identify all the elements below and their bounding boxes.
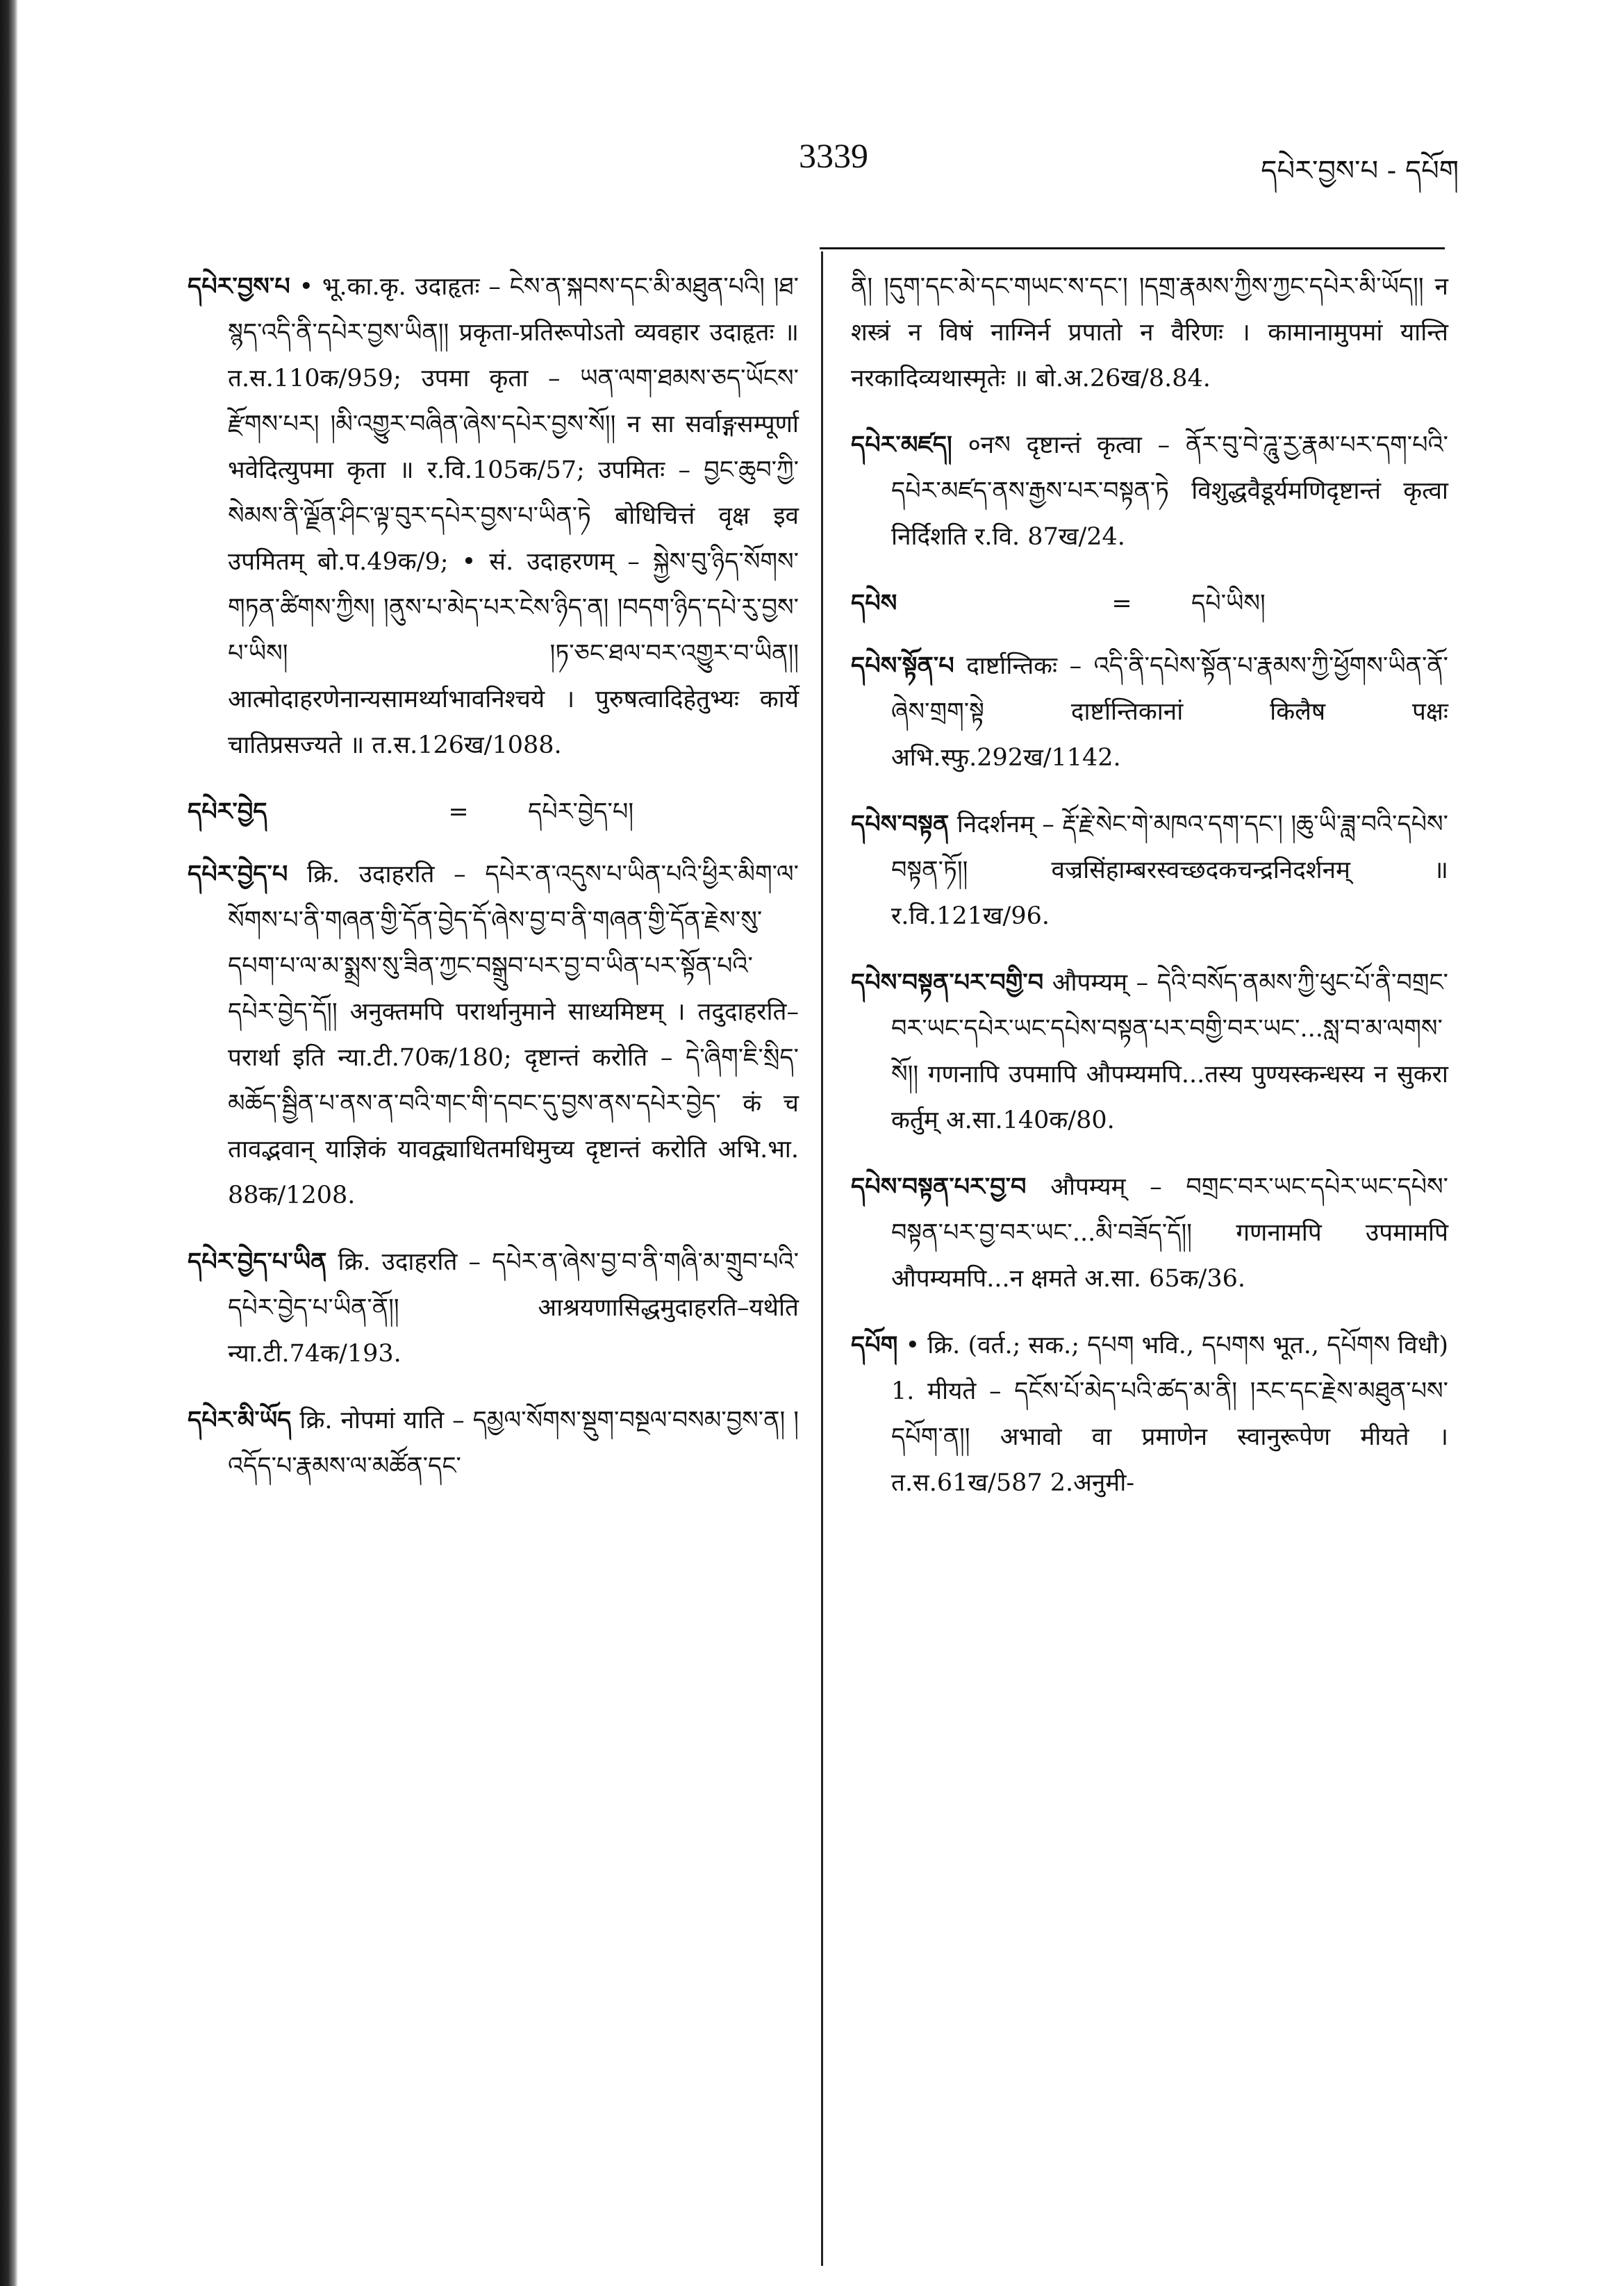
running-head: དཔེར་བྱས་པ - དཔོག	[1261, 155, 1459, 187]
cross-ref-target: དཔེ་ཡིས།	[1191, 590, 1266, 618]
entry-headword: དཔེས་བསྟན་པར་བགྱི་བ	[851, 968, 1044, 997]
dictionary-entry	[188, 264, 799, 768]
column-divider	[821, 251, 823, 2266]
dictionary-entry	[851, 1323, 1448, 1506]
entry-body: • क्रि. (वर्त.; सक.; དཔག भवि., དཔགས भूत., དཔོགས विधौ) 1. मीयते – དངོས་པོ་མེད་པའི་ཚད་མ་ནི། །རང་དང་རྗེས་མཐུན་པས་དཔོག་ན།། अभावो वा प्रमाणेन स्वानुरूपेण मीयते । त.स.61ख/587 2.अनुमी-	[891, 1332, 1448, 1497]
dictionary-entry	[851, 802, 1448, 939]
entry-headword: དཔེར་བྱེད་པ་ཡིན	[188, 1248, 327, 1276]
cross-ref-headword: དཔེས	[851, 589, 897, 618]
equals-sign: =	[448, 798, 469, 826]
dictionary-entry	[188, 1239, 799, 1377]
entry-body: औपम्यम् – བགྲང་བར་ཡང་དཔེར་ཡང་དཔེས་བསྟན་པར་བྱ་བར་ཡང་...མི་བཟོད་དོ།། गणनामपि उपमामपि औपम्यमपि...न क्षमते अ.सा. 65क/36.	[891, 1173, 1448, 1293]
left-column	[188, 264, 799, 1502]
entry-body: क्रि. उदाहरति – དཔེར་ན་འདུས་པ་ཡིན་པའི་ཕྱིར་མིག་ལ་སོགས་པ་ནི་གཞན་གྱི་དོན་བྱེད་དོ་ཞེས་བྱ་བ་ནི་གཞན་གྱི་དོན་རྗེས་སུ་དཔག་པ་ལ་མ་སྨྲས་སུ་ཟིན་ཀྱང་བསྒྲུབ་པར་བྱ་བ་ཡིན་པར་སྟོན་པའི་དཔེར་བྱེད་དོ།། अनुक्तमपि परार्थानुमाने साध्यमिष्टम् । तदुदाहरति–परार्था इति न्या.टी.70क/180; दृष्टान्तं करोति – དེ་ཞིག་ཇི་སྲིད་མཆོད་སྦྱིན་པ་ནས་ན་བའི་གང་གི་དབང་དུ་བྱས་ནས་དཔེར་བྱེད་ कं च तावद्भवान् याज्ञिकं यावद्व्याधितमधिमुच्य दृष्टान्तं करोति अभि.भा. 88क/1208.	[228, 861, 799, 1209]
page-number: 3339	[799, 136, 868, 175]
entry-headword: དཔེར་བྱེད་པ	[188, 860, 288, 888]
cross-reference	[188, 789, 799, 835]
entry-body: दार्ष्टान्तिकः – འདི་ནི་དཔེས་སྟོན་པ་རྣམས་ཀྱི་ཕྱོགས་ཡིན་ནོ་ཞེས་གྲག་སྟེ दार्ष्टान्तिकानां किलैष पक्षः अभि.स्फु.292ख/1142.	[891, 652, 1448, 772]
entry-headword: དཔེས་བསྟན	[851, 810, 950, 838]
entry-body: निदर्शनम् – རྡོ་རྗེ་སེང་གེ་མཁའ་དག་དང་། །ཆུ་ཡི་ཟླ་བའི་དཔེས་བསྟན་ཏོ།། वज्रसिंहाम्बरस्वच्छदकचन्द्रनिदर्शनम् ॥ र.वि.121ख/96.	[891, 811, 1448, 930]
cross-ref-headword: དཔེར་བྱེད	[188, 797, 267, 826]
dictionary-entry	[851, 1164, 1448, 1302]
header-rule	[820, 247, 1445, 249]
entry-body: क्रि. नोपमां याति – དམྱལ་སོགས་སྡུག་བསྔལ་བསམ་བྱས་ན། །འདོད་པ་རྣམས་ལ་མཚོན་དང་	[228, 1407, 799, 1480]
entry-headword: དཔེར་བྱས་པ	[188, 272, 290, 301]
entry-continuation: ནི། །དུག་དང་མེ་དང་གཡང་ས་དང་། །དགྲ་རྣམས་ཀྱིས་ཀྱང་དཔེར་མི་ཡོད།། न शस्त्रं न विषं नाग्निर्न प्रपातो न वैरिणः । कामानामुपमां यान्ति नरकादिव्यथास्मृतेः ॥ बो.अ.26ख/8.84.	[851, 273, 1448, 392]
dictionary-entry	[851, 643, 1448, 781]
entry-headword: དཔོག	[851, 1331, 898, 1359]
equals-sign: =	[1111, 590, 1132, 618]
entry-body: ०नས दृष्टान्तं कृत्वा – ནོར་བུ་བེ་ཌཱུ་རྱ་རྣམ་པར་དག་པའི་དཔེར་མཛད་ནས་རྒྱས་པར་བསྟན་ཏེ विशुद्धवैडूर्यमणिदृष्टान्तं कृत्वा निर्दिशति र.वि. 87ख/24.	[891, 431, 1448, 551]
cross-reference	[851, 581, 1448, 627]
right-column	[851, 264, 1448, 1518]
dictionary-entry	[188, 852, 799, 1218]
entry-body: औपम्यम् – དེའི་བསོད་ནམས་ཀྱི་ཕུང་པོ་ནི་བགྲང་བར་ཡང་དཔེར་ཡང་དཔེས་བསྟན་པར་བགྱི་བར་ཡང་...སླ་བ་མ་ལགས་སོ།། गणनापि उपमापि औपम्यमपि...तस्य पुण्यस्कन्धस्य न सुकरा कर्तुम् अ.सा.140क/80.	[891, 969, 1448, 1134]
entry-headword: དཔེས་སྟོན་པ	[851, 652, 954, 680]
entry-body: • भू.का.कृ. उदाहृतः – ངེས་ན་སྐབས་དང་མི་མཐུན་པའི། །ཐ་སྙད་འདི་ནི་དཔེར་བྱས་ཡིན།། प्रकृता-प्रतिरूपोऽतो व्यवहार उदाहृतः ॥ त.स.110क/959; उपमा कृता – ཡན་ལག་ཐམས་ཅད་ཡོངས་རྫོགས་པར། །མི་འགྱུར་བཞིན་ཞེས་དཔེར་བྱས་སོ།། न सा सर्वाङ्गसम्पूर्णा भवेदित्युपमा कृता ॥ र.वि.105क/57; उपमितः – བྱང་ཆུབ་ཀྱི་སེམས་ནི་ལྗོན་ཤིང་ལྟ་བུར་དཔེར་བྱས་པ་ཡིན་ཏེ बोधिचित्तं वृक्ष इव उपमितम् बो.प.49क/9; • सं. उदाहरणम् – སྐྱེས་བུ་ཉིད་སོགས་གཏན་ཚིགས་ཀྱིས། །ནུས་པ་མེད་པར་ངེས་ཉིད་ན། །བདག་ཉིད་དཔེ་རུ་བྱས་པ་ཡིས། །ཏ་ཅང་ཐལ་བར་འགྱུར་བ་ཡིན།། आत्मोदाहरणेनान्यसामर्थ्याभावनिश्चये । पुरुषत्वादिहेतुभ्यः कार्ये चातिप्रसज्यते ॥ त.स.126ख/1088.	[228, 273, 799, 759]
entry-headword: དཔེར་མི་ཡོད	[188, 1406, 292, 1434]
binding-edge	[0, 0, 18, 2286]
dictionary-entry	[851, 422, 1448, 560]
dictionary-entry	[188, 1398, 799, 1489]
dictionary-entry	[851, 960, 1448, 1143]
cross-ref-target: དཔེར་བྱེད་པ།	[528, 798, 634, 826]
entry-headword: དཔེར་མཛད།	[851, 431, 952, 459]
entry-body: क्रि. उदाहरति – དཔེར་ན་ཞེས་བྱ་བ་ནི་གཞི་མ་གྲུབ་པའི་དཔེར་བྱེད་པ་ཡིན་ནོ།། आश्रयणासिद्धमुदाहरति–यथेति न्या.टी.74क/193.	[228, 1248, 799, 1368]
entry-headword: དཔེས་བསྟན་པར་བྱ་བ	[851, 1173, 1027, 1201]
